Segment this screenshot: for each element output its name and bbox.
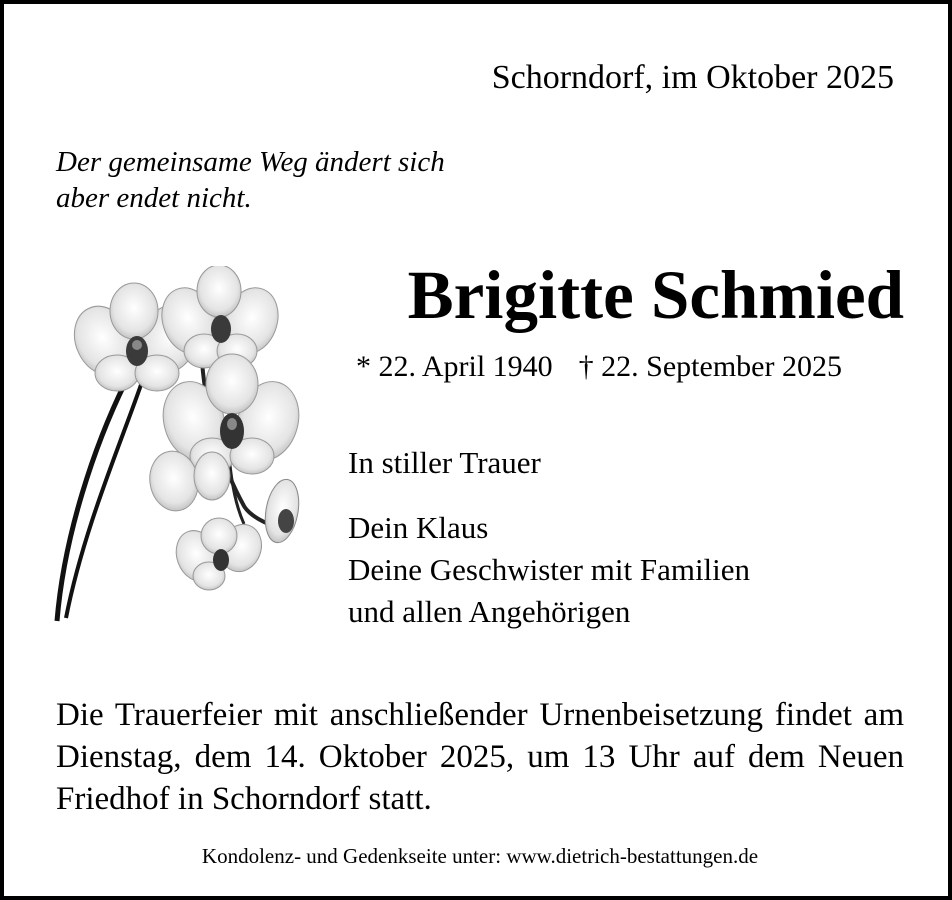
ceremony-details: Die Trauerfeier mit anschließender Urnenbeisetzung findet am Dienstag, dem 14. Oktober 2025, um 13 Uhr auf dem Neuen Friedhof in Schorndorf statt. <box>56 697 904 817</box>
death-date: † 22. September 2025 <box>578 350 842 383</box>
place-date: Schorndorf, im Oktober 2025 <box>491 59 894 96</box>
orchid-flower-image <box>54 266 304 626</box>
deceased-name: Brigitte Schmied <box>407 257 904 333</box>
mourner-line: Dein Klaus <box>348 510 489 545</box>
life-dates <box>356 350 842 384</box>
mourner-line: und allen Angehörigen <box>348 594 631 629</box>
birth-date: * 22. April 1940 <box>356 350 553 383</box>
mourning-phrase: In stiller Trauer <box>348 445 541 480</box>
quote-line: Der gemeinsame Weg ändert sich <box>56 146 445 178</box>
mourner-line: Deine Geschwister mit Familien <box>348 552 751 587</box>
quote-line: aber endet nicht. <box>56 182 252 214</box>
quote <box>56 144 445 216</box>
mourners-list <box>348 507 750 633</box>
condolence-link: Kondolenz- und Gedenkseite unter: www.dietrich-bestattungen.de <box>201 844 759 868</box>
